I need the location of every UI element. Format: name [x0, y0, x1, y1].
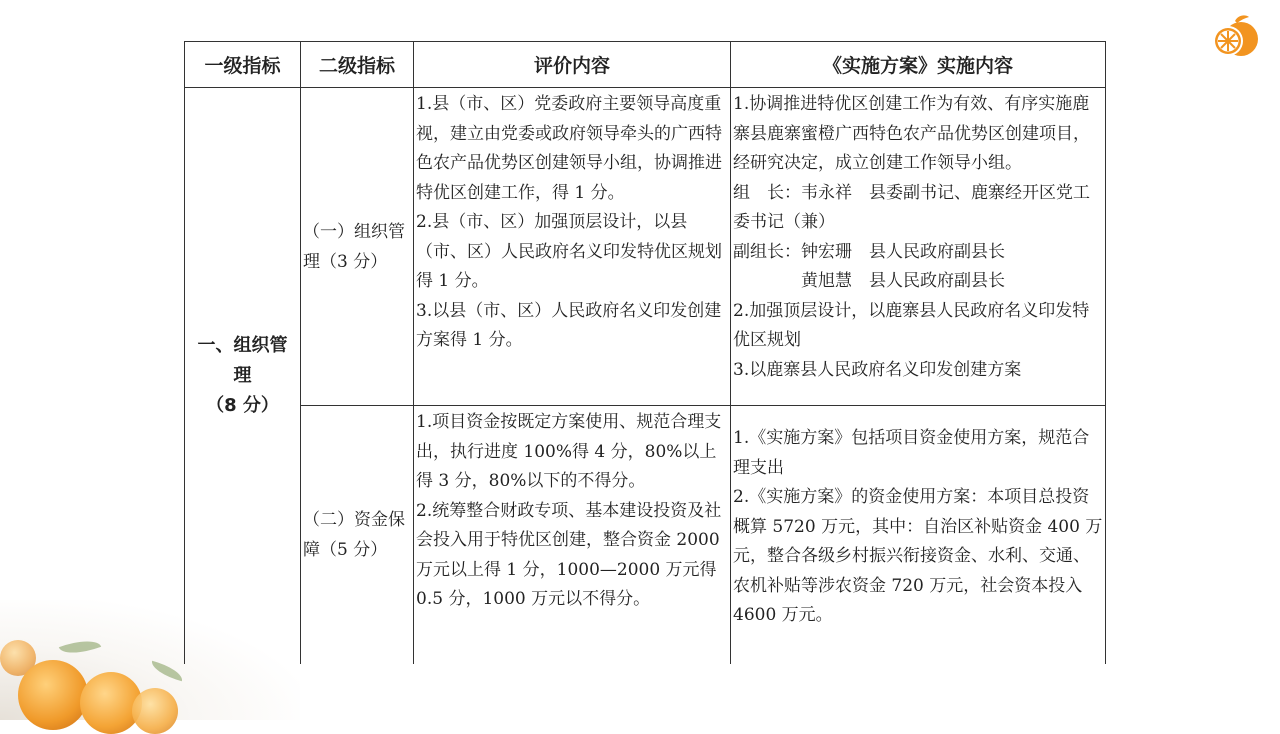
header-level2: 二级指标 [301, 42, 414, 88]
implementation-item: 1.《实施方案》包括项目资金使用方案，规范合理支出 [733, 428, 1090, 478]
orange-fruit-decoration [132, 688, 178, 734]
implementation-item: 副组长：钟宏珊 县人民政府副县长 [733, 241, 1005, 262]
implementation-item: 3.以鹿寨县人民政府名义印发创建方案 [733, 359, 1022, 380]
level1-line3: （8 分） [206, 394, 279, 416]
level1-cell [185, 88, 301, 664]
implementation-item: 2.《实施方案》的资金使用方案：本项目总投资概算 5720 万元，其中：自治区补贴资金 400 万元，整合各级乡村振兴衔接资金、水利、交通、农机补贴等涉农资金 720 万元，社会资本投入 4600 万元。 [733, 487, 1103, 625]
evaluation-item: 2.统筹整合财政专项、基本建设投资及社会投入用于特优区创建，整合资金 2000 万元以上得 1 分，1000—2000 万元得 0.5 分，1000 万元以不得分。 [416, 500, 722, 609]
evaluation-item: 1.项目资金按既定方案使用、规范合理支出，执行进度 100%得 4 分，80%以上得 3 分，80%以下的不得分。 [416, 412, 722, 491]
level2-cell [301, 406, 414, 664]
table-row [185, 88, 1106, 406]
implementation-item: 2.加强顶层设计，以鹿寨县人民政府名义印发特优区规划 [733, 300, 1090, 350]
evaluation-item: 2.县（市、区）加强顶层设计，以县（市、区）人民政府名义印发特优区规划得 1 分。 [416, 212, 722, 291]
table-row [185, 406, 1106, 664]
table-header-row [185, 42, 1106, 88]
level2-cell [301, 88, 414, 406]
evaluation-item: 3.以县（市、区）人民政府名义印发创建方案得 1 分。 [416, 300, 722, 350]
implementation-item: 1.协调推进特优区创建工作为有效、有序实施鹿寨县鹿寨蜜橙广西特色农产品优势区创建项目，经研究决定，成立创建工作领导小组。 [733, 94, 1090, 173]
level2-text: （二）资金保障（5 分） [303, 510, 405, 560]
header-evaluation: 评价内容 [414, 42, 731, 88]
evaluation-cell [414, 406, 731, 664]
header-implementation: 《实施方案》实施内容 [731, 42, 1106, 88]
implementation-item: 黄旭慧 县人民政府副县长 [733, 271, 1005, 291]
evaluation-cell [414, 88, 731, 406]
implementation-cell [731, 406, 1106, 664]
implementation-cell [731, 88, 1106, 406]
header-level1: 一级指标 [185, 42, 301, 88]
level2-text: （一）组织管理（3 分） [303, 222, 405, 272]
level1-line1: 一、组织管 [197, 334, 288, 356]
level1-line2: 理 [233, 364, 252, 386]
orange-slice-icon [1208, 12, 1260, 60]
implementation-item: 组 长：韦永祥 县委副书记、鹿寨经开区党工委书记（兼） [733, 182, 1090, 232]
evaluation-table [184, 41, 1106, 664]
evaluation-item: 1.县（市、区）党委政府主要领导高度重视，建立由党委或政府领导牵头的广西特色农产品优势区创建领导小组，协调推进特优区创建工作，得 1 分。 [416, 94, 722, 203]
